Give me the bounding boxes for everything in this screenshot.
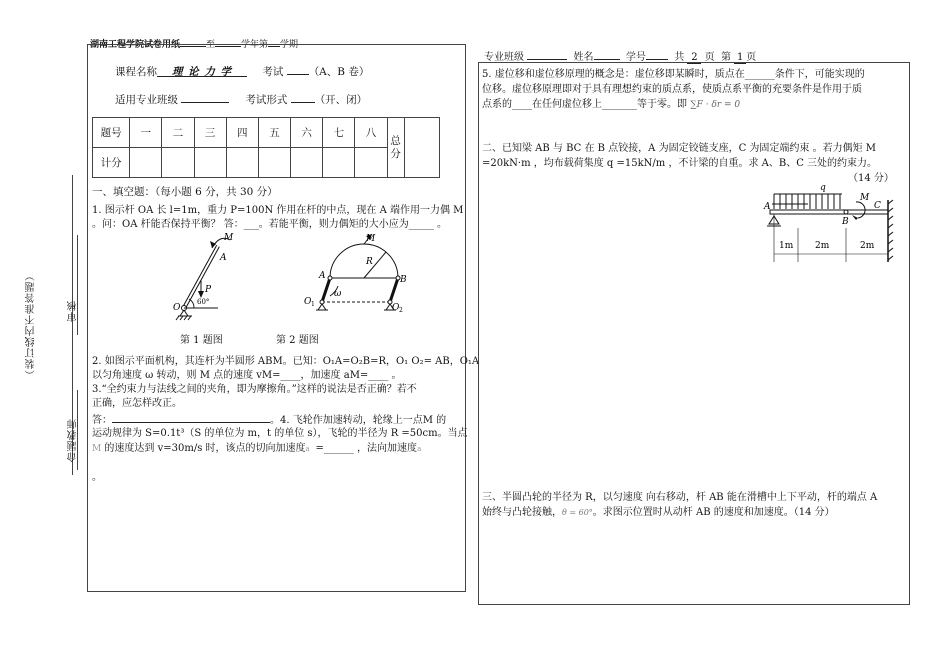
beam-label-a: A: [764, 202, 771, 212]
score-col-5: 五: [258, 118, 290, 148]
term-label: 学期: [280, 40, 299, 50]
beam-label-q: q: [820, 183, 826, 193]
name-label: 姓名: [573, 52, 594, 63]
id-field[interactable]: [646, 48, 668, 60]
reviewer-label: 审核: [68, 300, 79, 322]
section3-line2b: 。求图示位置时从动杆 AB 的速度和加速度。（14 分）: [592, 507, 835, 518]
fig2-label-r: R: [366, 257, 373, 267]
score-col-6: 六: [291, 118, 323, 148]
id-label: 学号: [625, 52, 646, 63]
major-label: 适用专业班级: [115, 94, 178, 106]
beam-dim-3: 2m: [860, 241, 875, 251]
score-col-1: 一: [130, 118, 162, 148]
q4-line4: 。: [92, 472, 102, 483]
score-cell[interactable]: [258, 148, 290, 178]
beam-dim-2: 2m: [815, 241, 830, 251]
year-to-label: 至: [206, 40, 216, 50]
score-col-8: 八: [355, 118, 387, 148]
q4-line3b: =______ ，法向加速度: [315, 443, 418, 454]
figure-1-rod: [168, 230, 258, 322]
course-name: 理 论 力 学: [172, 66, 232, 78]
beam-dim-1: 1m: [779, 241, 794, 251]
score-row-label: 计分: [93, 148, 130, 178]
seal-note: （装订线内不准答题）: [26, 270, 37, 380]
right-major-label: 专业班级: [484, 52, 524, 63]
major-row: [115, 91, 367, 108]
q3-answer-label: 答：: [92, 415, 112, 426]
q1-line2: 。问：OA 杆能否保持平衡？ 答：___。若能平衡，则力偶矩的大小应为_____ 。: [92, 219, 447, 230]
section3-line1: 三、半圆凸轮的半径为 R，以匀速度 向右移动，杆 AB 能在滑槽中上下平动，杆的端点 A: [482, 492, 878, 503]
course-label: 课程名称: [115, 66, 157, 78]
q3-line2: 正确，应怎样改正。: [92, 398, 182, 409]
q4-line3-row: M 的速度达到 v=30m/s 时，该点的切向加速度a =______ ，法向加速度a: [92, 443, 422, 454]
exam-label: 考试: [262, 66, 284, 78]
score-col-4: 四: [226, 118, 258, 148]
score-col-3: 三: [194, 118, 226, 148]
section3-line2-row: [482, 505, 835, 520]
score-table: [92, 117, 440, 178]
figure-beam: [762, 180, 897, 262]
q3-line1: 3.“全约束力与法线之间的夹角，即为摩擦角。”这样的说法是否正确？若不: [92, 384, 417, 395]
year-label: 学年第: [241, 40, 269, 50]
page-number: 1: [737, 52, 744, 63]
exam-type: （A、B 卷）: [308, 66, 370, 78]
section3-line2: 始终与凸轮接触，: [482, 507, 562, 518]
total-pages-prefix: 共: [674, 52, 685, 63]
form-label: 考试形式: [245, 94, 288, 106]
fig2-label-o1: O: [304, 297, 312, 307]
school-label: 湖南工程学院试卷用纸: [90, 40, 181, 50]
svg-text:1: 1: [311, 301, 315, 308]
fig1-label-o: O: [173, 303, 181, 313]
section1-title: 一、填空题：（每小题 6 分，共 30 分）: [92, 186, 278, 198]
fig2-label-w: ω: [334, 289, 342, 299]
fig1-label-p: P: [205, 285, 212, 295]
q2-line2: 以匀角速度 ω 转动，则 M 点的速度 vM=____，加速度 aM=____ 。: [92, 370, 402, 381]
score-cell[interactable]: [226, 148, 258, 178]
svg-text:2: 2: [399, 307, 403, 314]
q5-line3: 点系的____在任何虚位移上_______等于零。即: [482, 99, 687, 110]
fig1-caption: 第 1 题图: [180, 335, 223, 346]
score-cell[interactable]: [130, 148, 162, 178]
pages-word: 页: [704, 52, 715, 63]
score-cell[interactable]: [291, 148, 323, 178]
major-field[interactable]: [527, 48, 567, 60]
page-prefix: 第: [721, 52, 731, 63]
score-col-7: 七: [323, 118, 355, 148]
fig2-label-b: B: [400, 275, 407, 285]
score-header-label: 题号: [93, 118, 130, 148]
beam-label-b: B: [842, 217, 849, 227]
q5-line1: 5. 虚位移和虚位移原理的概念是：虚位移即某瞬时，质点在______条件下，可能实现的: [482, 69, 865, 80]
q4-line3: 的速度达到 v=30m/s 时，该点的切向加速度: [104, 443, 306, 454]
form-type: （开、闭）: [314, 94, 368, 106]
course-row: [115, 63, 369, 80]
q2-line1: 2. 如图示平面机构，其连杆为半圆形 ABM。已知：O₁A=O₂B=R，O₁ O₂= AB，O₁A: [92, 356, 480, 367]
section3-theta: θ = 60°: [562, 508, 593, 517]
beam-label-m: M: [860, 193, 870, 203]
score-cell[interactable]: [323, 148, 355, 178]
fig1-label-a: A: [220, 253, 227, 263]
section2-line1: 二、已知梁 AB 与 BC 在 B 点铰接，A 为固定铰链支座，C 为固定端约束 。若力偶矩 M: [482, 143, 877, 154]
course-name-field: [157, 65, 247, 77]
score-cell[interactable]: [355, 148, 387, 178]
fig1-label-angle: 60°: [197, 298, 210, 306]
fig1-label-m: M: [224, 233, 234, 243]
section2-line2: =20kN·m ，均布载荷集度 q =15kN/m ，不计梁的自重。求 A、B、C 三处的约束力。: [482, 158, 878, 169]
score-col-2: 二: [162, 118, 194, 148]
fig2-label-m: M: [366, 234, 376, 244]
q5-formula: ∑F · δr = 0: [690, 100, 741, 110]
q5-line3-row: [482, 97, 740, 113]
author-label: 命题教师: [68, 418, 79, 462]
page-word: 页: [746, 52, 757, 63]
fig2-label-a: A: [319, 271, 326, 281]
q4-line2: 运动规律为 S=0.1t³（S 的单位为 m，t 的单位 s），飞轮的半径为 R =50cm。当点: [92, 428, 468, 439]
fig2-label-o2: O: [392, 303, 400, 313]
figure-2-mechanism: [300, 230, 412, 322]
total-pages: 2: [691, 52, 698, 63]
section2-points: （14 分）: [848, 173, 894, 184]
score-total-cell[interactable]: [404, 118, 439, 178]
fig2-caption: 第 2 题图: [276, 335, 319, 346]
q1-line1: 1. 图示杆 OA 长 l=1m，重力 P=100N 作用在杆的中点，现在 A 端作用一力偶 M: [92, 205, 464, 216]
score-cell[interactable]: [162, 148, 194, 178]
score-total-label: 总分: [387, 118, 404, 178]
q3-answer-field[interactable]: [112, 411, 270, 423]
beam-label-c: C: [874, 201, 881, 211]
q5-line2: 位移。虚位移原理即对于具有理想约束的质点系，使质点系平衡的充要条件是作用于质: [482, 84, 862, 95]
name-field[interactable]: [594, 48, 620, 60]
score-cell[interactable]: [194, 148, 226, 178]
q4-line1: 。4. 飞轮作加速转动，轮缘上一点M 的: [270, 415, 447, 426]
